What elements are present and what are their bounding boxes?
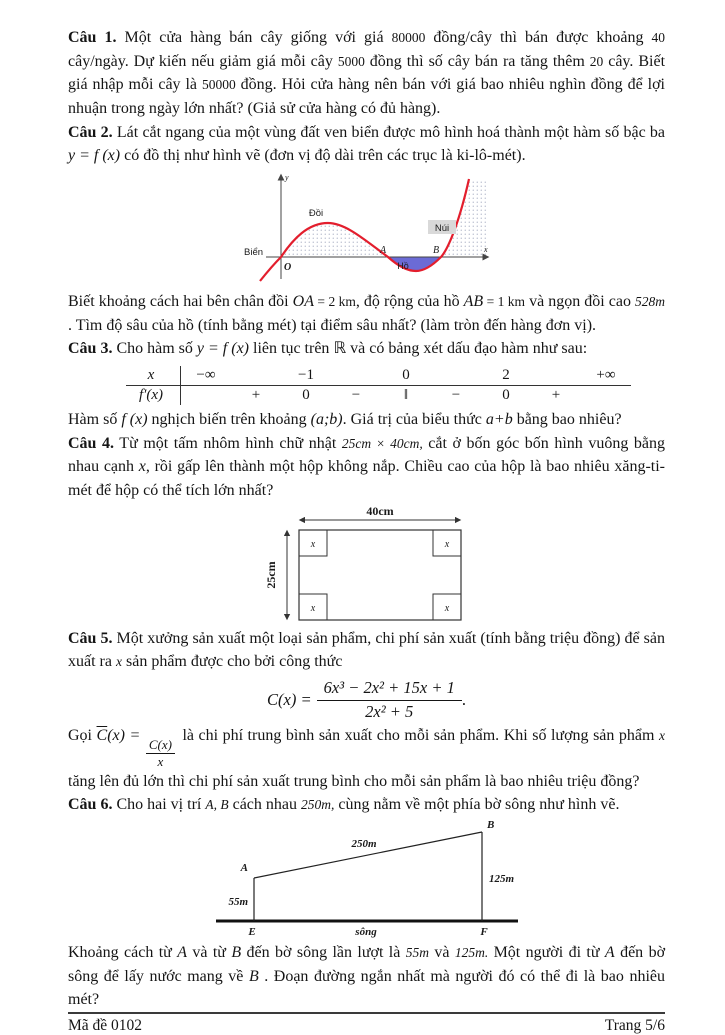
sign-value: 0 bbox=[302, 387, 310, 404]
formula-lhs: C(x) = bbox=[267, 690, 312, 710]
nui-label: Núi bbox=[434, 223, 449, 235]
sign-value: ‖ bbox=[403, 387, 409, 404]
box-figure bbox=[68, 504, 665, 626]
sign-value: + bbox=[251, 387, 261, 404]
sign-value: − bbox=[451, 387, 461, 404]
b-height-label: 125m bbox=[488, 872, 514, 885]
question-6: Câu 6. Cho hai vị trí A, B cách nhau 250m, cùng nằm về một phía bờ sông như hình vẽ. bbox=[68, 796, 620, 814]
question-2-continued: Biết khoảng cách hai bên chân đồi OA = 2 km, độ rộng của hồ AB = 1 km và ngọn đồi cao 528m . Tìm độ sâu của hồ (tính bằng mét) tại điểm sâu nhất? (làm tròn đến hàng đơn vị). bbox=[68, 293, 666, 334]
question-5: Câu 5. Một xưởng sản xuất một loại sản phẩm, chi phí sản xuất (tính bằng triệu đồng) để sản xuất ra x sản phẩm được cho bởi công thức bbox=[68, 629, 666, 671]
question-4: Câu 4. Từ một tấm nhôm hình chữ nhật 25cm × 40cm, cắt ở bốn góc bốn hình vuông bằng nhau cạnh x, rồi gấp lên thành một hộp không nắp. Chiều cao của hộp là bao nhiêu xăng-ti-mét để hộp có thể tích lớn nhất? bbox=[68, 434, 666, 500]
point-e-label: E bbox=[247, 925, 256, 938]
x-value: −∞ bbox=[196, 367, 216, 384]
fprime-row-header: f′(x) bbox=[138, 387, 164, 404]
formula-denominator: 2x² + 5 bbox=[365, 701, 414, 721]
page-number: Trang 5/6 bbox=[604, 1016, 665, 1034]
corner-x-label: x bbox=[444, 538, 449, 550]
x-value: 0 bbox=[402, 367, 410, 384]
sign-table-fprime-row bbox=[126, 386, 631, 405]
sheet-cutting-diagram bbox=[259, 504, 475, 626]
width-dimension-label: 40cm bbox=[365, 503, 394, 518]
river-bank-diagram bbox=[206, 818, 528, 940]
formula-fraction bbox=[317, 678, 462, 722]
point-b-label: B bbox=[486, 818, 494, 831]
origin-label: O bbox=[283, 262, 291, 274]
x-value bbox=[531, 366, 581, 385]
cbar-fraction: $\frac{C(x)}{x}$ bbox=[146, 737, 175, 769]
sign-table bbox=[126, 366, 631, 405]
question-2: Câu 2. Lát cắt ngang của một vùng đất ven biển được mô hình hoá thành một hàm số bậc ba y = f (x) có đồ thị như hình vẽ (đơn vị độ dài trên các trục là ki-lô-mét). bbox=[68, 123, 666, 165]
question-1: Câu 1. Một cửa hàng bán cây giống với giá 80000 đồng/cây thì bán được khoảng 40 cây/ngày. Dự kiến nếu giảm giá mỗi cây 5000 đồng thì số cây bán ra tăng thêm 20 cây. Biết giá nhập mỗi cây là 50000 đồng. Hỏi cửa hàng nên bán với giá bao nhiêu nghìn đồng để lợi nhuận trong ngày lớn nhất? (Giả sử cửa hàng có đủ hàng). bbox=[68, 29, 666, 118]
hill-dotted-region bbox=[281, 223, 388, 257]
x-value bbox=[431, 366, 481, 385]
x-axis-label: x bbox=[483, 245, 488, 255]
point-a-label: A bbox=[240, 861, 248, 874]
cubic-terrain-graph bbox=[236, 169, 498, 289]
exam-code: Mã đề 0102 bbox=[68, 1016, 143, 1034]
a-height-label: 55m bbox=[227, 895, 248, 908]
sign-table-x-row bbox=[126, 366, 631, 386]
y-axis-label: y bbox=[284, 173, 289, 183]
ab-distance-label: 250m bbox=[350, 837, 377, 850]
bien-label: Biển bbox=[243, 247, 263, 259]
river-label: sông bbox=[354, 925, 377, 938]
point-b-label: B bbox=[432, 245, 439, 257]
sign-value: + bbox=[551, 387, 561, 404]
x-value bbox=[331, 366, 381, 385]
river-figure bbox=[68, 818, 665, 940]
formula-numerator: 6x³ − 2x² + 15x + 1 bbox=[317, 678, 462, 701]
page-footer bbox=[68, 1012, 665, 1035]
aluminum-sheet bbox=[299, 530, 461, 620]
x-value bbox=[231, 366, 281, 385]
point-f-label: F bbox=[479, 925, 488, 938]
cost-formula bbox=[68, 678, 665, 722]
doi-label: Đồi bbox=[308, 208, 323, 220]
x-row-header: x bbox=[147, 367, 155, 384]
cbar-args: (x) = bbox=[107, 727, 145, 745]
graph-figure bbox=[68, 169, 665, 289]
x-value: 2 bbox=[502, 367, 510, 384]
average-cost-formula bbox=[96, 727, 178, 769]
point-a-label: A bbox=[379, 245, 386, 257]
ho-label: Hồ bbox=[396, 261, 409, 272]
question-3-continued: Hàm số f (x) nghịch biến trên khoảng (a;b). Giá trị của biểu thức a+b bằng bao nhiêu? bbox=[68, 411, 622, 429]
sign-value bbox=[581, 386, 631, 405]
corner-x-label: x bbox=[310, 602, 315, 614]
cbar-symbol: $\overline{C}$ bbox=[96, 727, 108, 745]
x-value: +∞ bbox=[596, 367, 616, 384]
sign-value bbox=[181, 386, 231, 405]
corner-x-label: x bbox=[310, 538, 315, 550]
formula-period: . bbox=[461, 690, 466, 710]
question-5-continued: Gọi $\overline{C}(x)$ = $\frac{C(x)}{x}$ là chi phí trung bình sản xuất cho mỗi sản phẩm. Khi số lượng sản phẩm x tăng lên đủ lớn thì chi phí sản xuất trung bình cho mỗi sản phẩm là bao nhiêu triệu đồng? bbox=[68, 727, 665, 790]
sign-value: − bbox=[351, 387, 361, 404]
x-value: −1 bbox=[298, 367, 314, 384]
question-3: Câu 3. Cho hàm số y = f (x) liên tục trên ℝ và có bảng xét dấu đạo hàm như sau: bbox=[68, 340, 588, 358]
height-dimension-label: 25cm bbox=[263, 561, 278, 589]
sign-value: 0 bbox=[502, 387, 510, 404]
corner-x-label: x bbox=[444, 602, 449, 614]
question-6-continued: Khoảng cách từ A và từ B đến bờ sông lần lượt là 55m và 125m. Một người đi từ A đến bờ sông để lấy nước mang về B . Đoạn đường ngắn nhất mà người đó có thể đi là bao nhiêu mét? bbox=[68, 943, 666, 1009]
